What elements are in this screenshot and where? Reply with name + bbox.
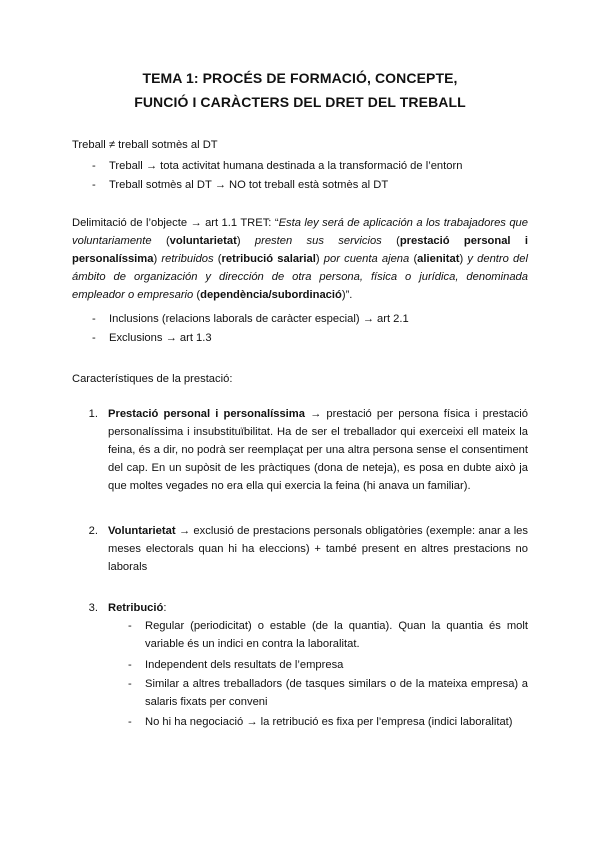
intro-heading: Treball ≠ treball sotmès al DT: [72, 139, 218, 151]
bullet-dash: -: [128, 716, 132, 728]
concept-prestacio: prestació personal i personalíssima: [72, 235, 528, 265]
caracteristica-item-2: [108, 522, 528, 576]
delimitacio-paragraph: Delimitació de l’objecte → art 1.1 TRET: “Esta ley será de aplicación a los trabajadores que voluntariamente (voluntarietat) presten sus servicios (prestació personal i personalíssima) retribuidos (retribució salarial) por cuenta ajena (alienitat) y dentro del ámbito de organización y dirección de otra persona, física o jurídica, denominada empleador o empresario (dependència/subordinació)”.: [72, 217, 528, 301]
item-3-title: Retribució: [108, 602, 164, 614]
quote-part-4: por cuenta ajena: [323, 253, 410, 265]
retribucio-item-2: Independent dels resultats de l’empresa: [145, 659, 344, 671]
quote-part-2: presten sus servicios: [254, 235, 382, 247]
quote-end: )”.: [341, 289, 353, 301]
bullet-dash: -: [92, 179, 96, 191]
delimitacio-item-2: Exclusions → art 1.3: [109, 332, 212, 344]
concept-retribucio: retribució salarial: [221, 253, 316, 265]
item-2-text: → exclusió de prestacions personals obligatòries (exemple: anar a les meses electorals quan hi ha eleccions) + també present en altres prestacions no laborals: [108, 525, 528, 573]
list-number-3: 3.: [88, 602, 98, 614]
retribucio-item-1: Regular (periodicitat) o estable (de la quantia). Quan la quantia és molt variable és un indici en contra la laboralitat.: [145, 620, 528, 650]
list-number-1: 1.: [88, 408, 98, 420]
intro-item-2: Treball sotmès al DT → NO tot treball està sotmès al DT: [109, 179, 389, 191]
caracteristica-item-3: [108, 599, 528, 617]
list-number-2: 2.: [88, 525, 98, 537]
item-1-text: → prestació per persona física i prestació personalíssima i insubstituïbilitat. Ha de ser el treballador qui exerceixi ell mateix la feina, és a dir, no podrà ser reemplaçat per una altra persona sense el consentiment del cap. En un supòsit de les pràctiques (dona de neteja), es posa en dubte això ja que moltes vegades no era ella qui exercia la feina (hi anava un familiar).: [108, 408, 528, 492]
bullet-dash: -: [92, 160, 96, 172]
bullet-dash: -: [92, 332, 96, 344]
delimitacio-lead: Delimitació de l’objecte → art 1.1 TRET: “: [72, 217, 279, 229]
quote-part-5: y dentro del ámbito de organización y dirección de otra persona, física o jurídica, denominada empleador o empresario: [72, 253, 528, 301]
title-line-2: FUNCIÓ I CARÀCTERS DEL DRET DEL TREBALL: [134, 94, 466, 110]
bullet-dash: -: [128, 678, 132, 690]
item-2-title: Voluntarietat: [108, 525, 176, 537]
item-1-title: Prestació personal i personalíssima: [108, 408, 305, 420]
intro-item-1: Treball → tota activitat humana destinada a la transformació de l’entorn: [109, 160, 463, 172]
delimitacio-item-1: Inclusions (relacions laborals de caràcter especial) → art 2.1: [109, 313, 409, 325]
bullet-dash: -: [128, 620, 132, 632]
bullet-dash: -: [92, 313, 96, 325]
title-line-1: TEMA 1: PROCÉS DE FORMACIÓ, CONCEPTE,: [142, 70, 458, 86]
concept-alienitat: alienitat: [417, 253, 460, 265]
item-3-colon: :: [163, 602, 167, 614]
quote-part-3: retribuidos: [161, 253, 214, 265]
caracteristiques-heading: Característiques de la prestació:: [72, 373, 233, 385]
caracteristica-item-1: [108, 405, 528, 495]
quote-part-1: Esta ley será de aplicación a los trabajadores que voluntariamente: [72, 217, 528, 247]
concept-voluntarietat: voluntarietat: [169, 235, 237, 247]
bullet-dash: -: [128, 659, 132, 671]
concept-dependencia: dependència/subordinació: [200, 289, 342, 301]
retribucio-item-4: No hi ha negociació → la retribució es fixa per l’empresa (indici laboralitat): [145, 716, 513, 728]
retribucio-item-3: Similar a altres treballadors (de tasques similars o de la mateixa empresa) a salaris fixats per conveni: [145, 678, 528, 708]
